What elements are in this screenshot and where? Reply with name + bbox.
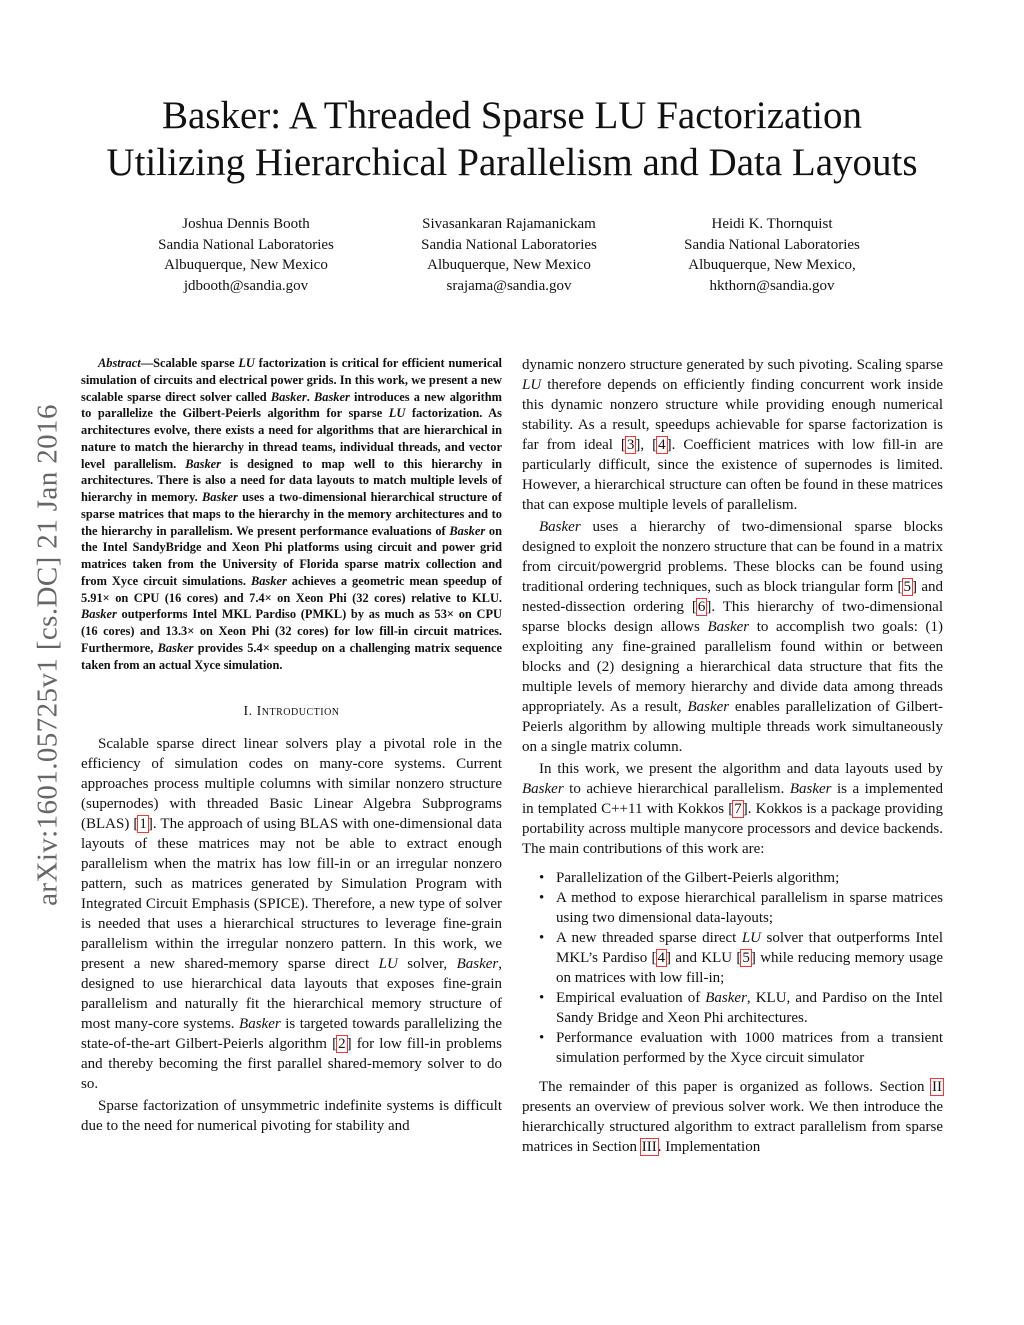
section-link[interactable]: III (641, 1139, 657, 1155)
citation-link[interactable]: 5 (742, 950, 750, 966)
list-item: • A method to expose hierarchical parallelism in sparse matrices using two dimensional data-layouts; (556, 888, 943, 928)
list-item: • A new threaded sparse direct LU solver that outperforms Intel MKL’s Pardiso [4] and KLU [5] while reducing memory usage on matrices with low fill-in; (556, 928, 943, 988)
author-name: Heidi K. Thornquist (711, 216, 833, 232)
author-location: Albuquerque, New Mexico (427, 257, 591, 274)
right-paragraph-4: The remainder of this paper is organized as follows. Section II presents an overview of previous solver work. We then introduce the hierarchically structured algorithm to extract parallelism from sparse matrices in Section III. Implementation (522, 1079, 943, 1155)
author-affiliation: Sandia National Laboratories (684, 236, 860, 253)
list-item: • Empirical evaluation of Basker, KLU, and Pardiso on the Intel Sandy Bridge and Xeon Phi architectures. (556, 988, 943, 1028)
left-column (81, 355, 502, 1136)
citation-link[interactable]: 6 (697, 599, 706, 615)
contributions-list (522, 868, 943, 1068)
title-line-1: Basker: A Threaded Sparse LU Factorization (161, 94, 862, 137)
author-name: Joshua Dennis Booth (182, 216, 310, 232)
author-3 (622, 214, 922, 296)
author-location: Albuquerque, New Mexico, (688, 257, 856, 274)
right-paragraph-3: In this work, we present the algorithm and data layouts used by Basker to achieve hierarchical parallelism. Basker is a implemented in templated C++11 with Kokkos [7]. Kokkos is a package providing portability across multiple manycore processors and device backends. The main contributions of this work are: (522, 761, 943, 857)
title-line-2: Utilizing Hierarchical Parallelism and Data Layouts (106, 141, 918, 184)
author-affiliation: Sandia National Laboratories (421, 236, 597, 253)
author-affiliation: Sandia National Laboratories (158, 236, 334, 253)
citation-link[interactable]: 4 (658, 437, 666, 453)
citation-link[interactable]: 5 (903, 579, 912, 595)
abstract-label: Abstract (98, 356, 141, 370)
right-paragraph-2: Basker uses a hierarchy of two-dimensional sparse blocks designed to exploit the nonzero structure that can be found in a matrix from circuit/powergrid problems. These blocks can be found using traditional ordering techniques, such as block triangular form [5] and nested-dissection ordering [6]. This hierarchy of two-dimensional sparse blocks design allows Basker to accomplish two goals: (1) exploiting any fine-grained parallelism found within or between blocks and (2) designing a hierarchical data structure that fits the multiple levels of memory hierarchy and divide data among threads appropriately. As a result, Basker enables parallelization of Gilbert-Peierls algorithm by allowing multiple threads work simultaneously on a single matrix column. (522, 519, 944, 755)
right-column (522, 355, 943, 1157)
author-location: Albuquerque, New Mexico (164, 257, 328, 274)
citation-link[interactable]: 4 (657, 950, 666, 966)
author-block (0, 214, 1024, 304)
author-name: Sivasankaran Rajamanickam (422, 216, 596, 232)
author-email[interactable]: srajama@sandia.gov (446, 277, 572, 294)
list-item: • Performance evaluation with 1000 matrices from a transient simulation performed by the Xyce circuit simulator (556, 1028, 943, 1068)
section-link[interactable]: II (932, 1079, 942, 1095)
author-1 (96, 214, 396, 296)
list-item: • Parallelization of the Gilbert-Peierls algorithm; (556, 868, 943, 888)
right-paragraph-1: dynamic nonzero structure generated by such pivoting. Scaling sparse LU therefore depends on efficiently finding concurrent work inside this dynamic nonzero structure while providing enough numerical stability. As a result, speedups achievable for sparse factorization is far from ideal [3], [4]. Coefficient matrices with low fill-in are particularly difficult, since the existence of supernodes is limited. However, a hierarchical structure can often be found in these matrices that can expose multiple levels of parallelism. (522, 357, 943, 513)
author-email[interactable]: jdbooth@sandia.gov (183, 277, 309, 294)
citation-link[interactable]: 7 (734, 801, 742, 817)
citation-link[interactable]: 2 (338, 1036, 346, 1053)
abstract: Abstract—Scalable sparse LU factorization is critical for efficient numerical simulation of circuits and electrical power grids. In this work, we present a new scalable sparse direct solver called Basker. Basker introduces a new algorithm to parallelize the Gilbert-Peierls algorithm for sparse LU factorization. As architectures evolve, there exists a need for algorithms that are hierarchical in nature to match the hierarchy in thread teams, individual threads, and vector level parallelism. Basker is designed to map well to this hierarchy in architectures. There is also a need for data layouts to match multiple levels of hierarchy in memory. Basker uses a two-dimensional hierarchical structure of sparse matrices that maps to the hierarchy in the memory architectures and to the hierarchy in parallelism. We present performance evaluations of Basker on the Intel SandyBridge and Xeon Phi platforms using circuit and power grid matrices taken from the University of Florida sparse matrix collection and from Xyce circuit simulations. Basker achieves a geometric mean speedup of 5.91× on CPU (16 cores) and 7.4× on Xeon Phi (32 cores) relative to KLU. Basker outperforms Intel MKL Pardiso (PMKL) by as much as 53× on CPU (16 cores) and 13.3× on Xeon Phi (32 cores) for low fill-in circuit matrices. Furthermore, Basker provides 5.4× speedup on a challenging matrix sequence taken from an actual Xyce simulation. (81, 356, 502, 672)
author-email[interactable]: hkthorn@sandia.gov (709, 277, 835, 294)
author-2 (359, 214, 659, 296)
section-heading-introduction: I. Introduction (243, 704, 340, 720)
intro-paragraph-1: Scalable sparse direct linear solvers play a pivotal role in the efficiency of simulation codes on many-core systems. Current approaches process multiple columns with similar nonzero structure (supernodes) with threaded Basic Linear Algebra Subprograms (BLAS) [1]. The approach of using BLAS with one-dimensional data layouts of these matrices may not be able to extract enough parallelism when the matrix has low fill-in or an irregular nonzero pattern, such as matrices generated by Simulation Program with Integrated Circuit Emphasis (SPICE). Therefore, a new type of solver is needed that uses a hierarchical structures to leverage fine-grain parallelism within the irregular nonzero pattern. In this work, we present a new shared-memory sparse direct LU solver, Basker, designed to use hierarchical data layouts that exposes fine-grain parallelism and naturally fit the hierarchical memory structure of most many-core systems. Basker is targeted towards parallelizing the state-of-the-art Gilbert-Peierls algorithm [2] for low fill-in problems and thereby becoming the first parallel shared-memory solver to do so. (81, 736, 502, 1093)
arxiv-stamp: arXiv:1601.05725v1 [cs.DC] 21 Jan 2016 (31, 404, 64, 906)
citation-link[interactable]: 1 (139, 816, 147, 833)
citation-link[interactable]: 3 (626, 437, 635, 453)
intro-paragraph-2: Sparse factorization of unsymmetric indefinite systems is difficult due to the need for numerical pivoting for stability and (81, 1098, 502, 1135)
paper-title (60, 92, 964, 186)
